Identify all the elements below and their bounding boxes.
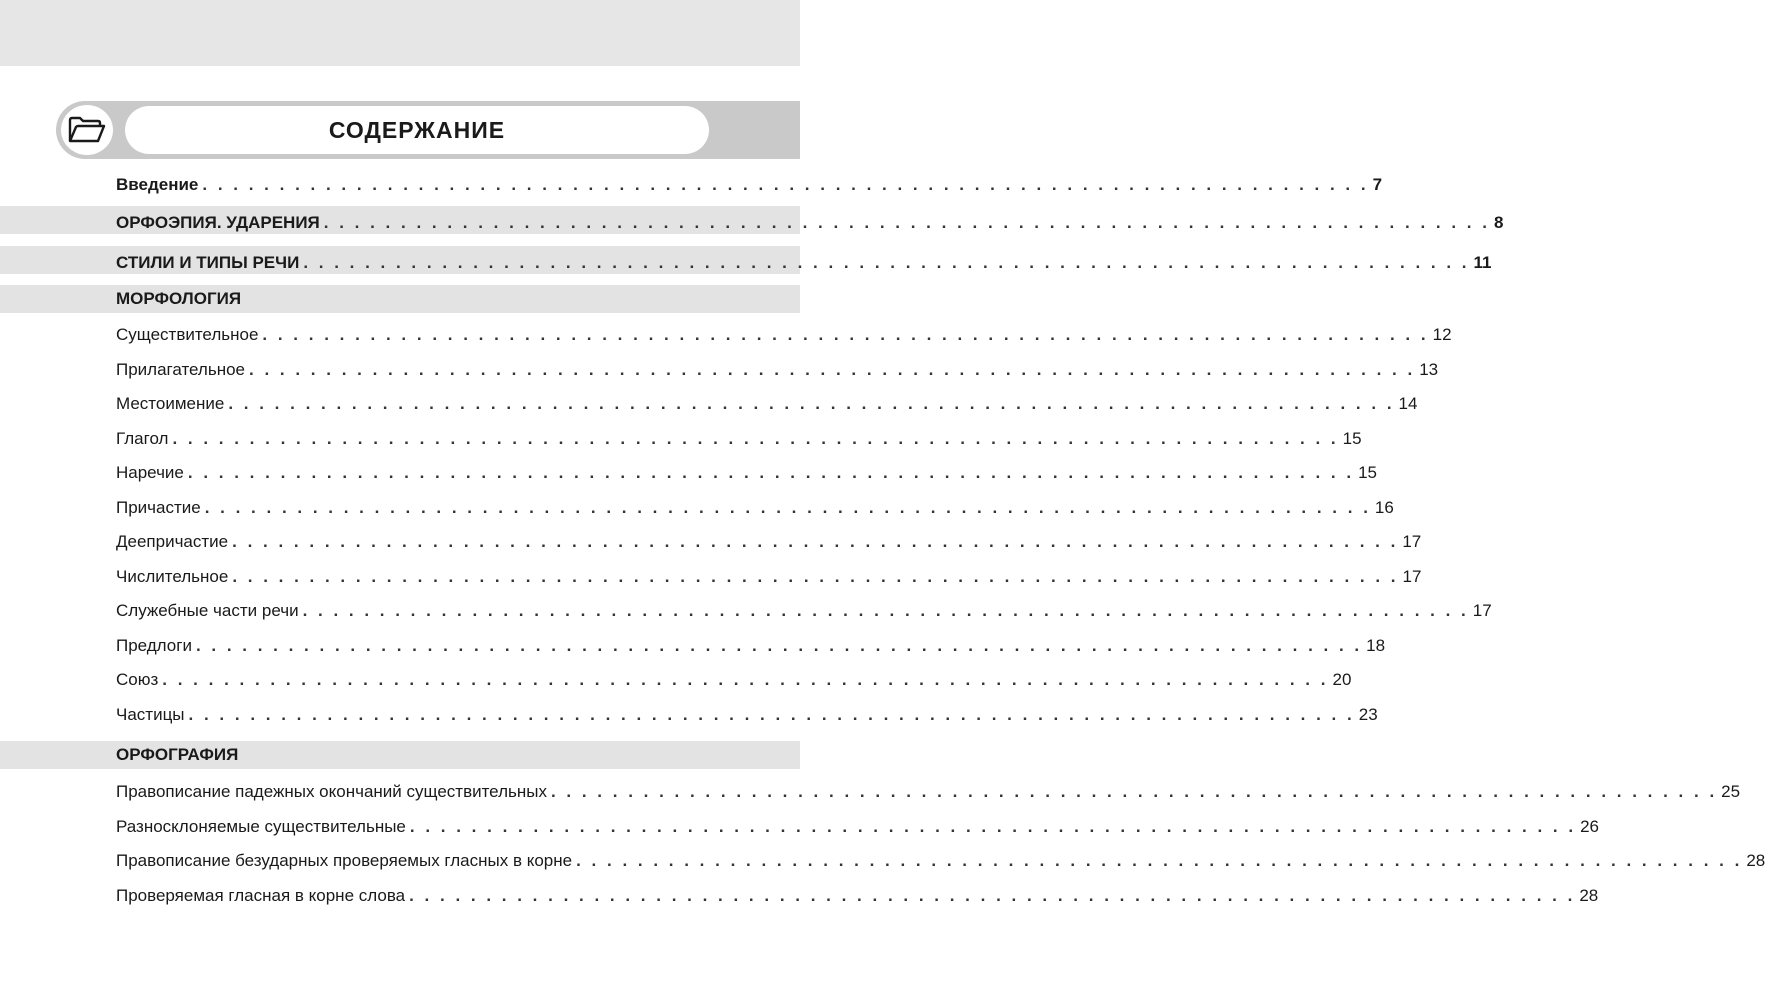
- toc-entry[interactable]: [116, 453, 1378, 483]
- page-title: СОДЕРЖАНИЕ: [328, 116, 506, 143]
- toc-entry-page: 20: [1332, 670, 1352, 689]
- dot-leader: . . . . . . . . . . . . . . . . . . . . . . . . . . . . . . . . . . . . . . . . . . . . . . . . . . . . . . . . . . . . . . . . . . . . . . . . . . . .: [302, 601, 1469, 620]
- toc-entry-intro[interactable]: [116, 165, 1383, 195]
- toc-entry[interactable]: [116, 807, 1600, 837]
- toc-entry[interactable]: [116, 591, 1492, 621]
- toc-entry-styles[interactable]: [116, 243, 1492, 273]
- toc-entry-label: Введение: [116, 175, 199, 194]
- dot-leader: . . . . . . . . . . . . . . . . . . . . . . . . . . . . . . . . . . . . . . . . . . . . . . . . . . . . . . . . . . . . . . . . . . . . . . . . . . . .: [249, 360, 1416, 379]
- toc-entry-page: 13: [1419, 360, 1439, 379]
- toc-entry-label: Причастие: [116, 498, 201, 517]
- dot-leader: . . . . . . . . . . . . . . . . . . . . . . . . . . . . . . . . . . . . . . . . . . . . . . . . . . . . . . . . . . . . . . . . . . . . . . . . . . . .: [550, 782, 1718, 801]
- toc-entry-page: 26: [1580, 817, 1600, 836]
- toc-entry[interactable]: [116, 384, 1418, 414]
- toc-entry[interactable]: [116, 522, 1422, 552]
- toc-entry-page: 23: [1358, 705, 1378, 724]
- dot-leader: . . . . . . . . . . . . . . . . . . . . . . . . . . . . . . . . . . . . . . . . . . . . . . . . . . . . . . . . . . . . . . . . . . . . . . . . . . . .: [204, 498, 1371, 517]
- toc-entry-label: Местоимение: [116, 394, 225, 413]
- toc-entry-page: 15: [1358, 463, 1378, 482]
- toc-entry-page: 17: [1402, 532, 1422, 551]
- dot-leader: . . . . . . . . . . . . . . . . . . . . . . . . . . . . . . . . . . . . . . . . . . . . . . . . . . . . . . . . . . . . . . . . . . . . . . . . . . . .: [188, 705, 1355, 724]
- toc-entry-label: Предлоги: [116, 636, 192, 655]
- toc-entry-page: 28: [1746, 851, 1765, 870]
- toc-entry-label: Числительное: [116, 567, 229, 586]
- toc-entry-label: Правописание падежных окончаний существительных: [116, 782, 547, 801]
- dot-leader: . . . . . . . . . . . . . . . . . . . . . . . . . . . . . . . . . . . . . . . . . . . . . . . . . . . . . . . . . . . . . . . . . . . . . . . . . . . .: [195, 636, 1363, 655]
- toc-entry-page: 12: [1432, 325, 1452, 344]
- toc-entry-label: Союз: [116, 670, 159, 689]
- toc-entry-orthoepy[interactable]: [116, 203, 1504, 233]
- toc-entry-label: СТИЛИ И ТИПЫ РЕЧИ: [116, 253, 300, 272]
- toc-entry[interactable]: [116, 626, 1386, 656]
- toc-entry-label: Наречие: [116, 463, 184, 482]
- dot-leader: . . . . . . . . . . . . . . . . . . . . . . . . . . . . . . . . . . . . . . . . . . . . . . . . . . . . . . . . . . . . . . . . . . . . . . . . . . . .: [172, 429, 1339, 448]
- toc-entry[interactable]: [116, 876, 1599, 906]
- toc-entry[interactable]: [116, 315, 1452, 345]
- dot-leader: . . . . . . . . . . . . . . . . . . . . . . . . . . . . . . . . . . . . . . . . . . . . . . . . . . . . . . . . . . . . . . . . . . . . . . . . . . . .: [303, 253, 1470, 272]
- toc-entry-page: 18: [1366, 636, 1386, 655]
- toc-entry-page: 17: [1402, 567, 1422, 586]
- dot-leader: . . . . . . . . . . . . . . . . . . . . . . . . . . . . . . . . . . . . . . . . . . . . . . . . . . . . . . . . . . . . . . . . . . . . . . . . . . . .: [187, 463, 1355, 482]
- dot-leader: . . . . . . . . . . . . . . . . . . . . . . . . . . . . . . . . . . . . . . . . . . . . . . . . . . . . . . . . . . . . . . . . . . . . . . . . . . . .: [262, 325, 1429, 344]
- dot-leader: . . . . . . . . . . . . . . . . . . . . . . . . . . . . . . . . . . . . . . . . . . . . . . . . . . . . . . . . . . . . . . . . . . . . . . . . . . . .: [202, 175, 1369, 194]
- toc-entry-page: 15: [1342, 429, 1362, 448]
- toc-entry-label: Правописание безударных проверяемых гласных в корне: [116, 851, 573, 870]
- toc-entry[interactable]: [116, 841, 1765, 871]
- dot-leader: . . . . . . . . . . . . . . . . . . . . . . . . . . . . . . . . . . . . . . . . . . . . . . . . . . . . . . . . . . . . . . . . . . . . . . . . . . . .: [232, 567, 1399, 586]
- toc-entry-page: 8: [1493, 213, 1504, 232]
- toc-entry-page: 11: [1473, 253, 1492, 272]
- toc-entry[interactable]: [116, 350, 1439, 380]
- toc-entry-label: Глагол: [116, 429, 169, 448]
- toc-entry-page: 17: [1472, 601, 1492, 620]
- dot-leader: . . . . . . . . . . . . . . . . . . . . . . . . . . . . . . . . . . . . . . . . . . . . . . . . . . . . . . . . . . . . . . . . . . . . . . . . . . . .: [409, 886, 1576, 905]
- toc-entry-page: 14: [1398, 394, 1418, 413]
- section-heading-orthography: ОРФОГРАФИЯ: [116, 745, 239, 764]
- dot-leader: . . . . . . . . . . . . . . . . . . . . . . . . . . . . . . . . . . . . . . . . . . . . . . . . . . . . . . . . . . . . . . . . . . . . . . . . . . . .: [409, 817, 1577, 836]
- toc-entry-page: 16: [1374, 498, 1394, 517]
- toc-entry-page: 25: [1721, 782, 1741, 801]
- toc-entry-page: 7: [1372, 175, 1383, 194]
- toc-entry[interactable]: [116, 772, 1741, 802]
- dot-leader: . . . . . . . . . . . . . . . . . . . . . . . . . . . . . . . . . . . . . . . . . . . . . . . . . . . . . . . . . . . . . . . . . . . . . . . . . . . .: [162, 670, 1329, 689]
- toc-entry-page: 28: [1579, 886, 1599, 905]
- toc-entry[interactable]: [116, 660, 1352, 690]
- toc-entry[interactable]: [116, 419, 1362, 449]
- section-heading-morphology: МОРФОЛОГИЯ: [116, 289, 242, 308]
- toc-entry-label: ОРФОЭПИЯ. УДАРЕНИЯ: [116, 213, 320, 232]
- toc-entry-label: Проверяемая гласная в корне слова: [116, 886, 406, 905]
- toc-entry-label: Деепричастие: [116, 532, 229, 551]
- dot-leader: . . . . . . . . . . . . . . . . . . . . . . . . . . . . . . . . . . . . . . . . . . . . . . . . . . . . . . . . . . . . . . . . . . . . . . . . . . . .: [323, 213, 1490, 232]
- dot-leader: . . . . . . . . . . . . . . . . . . . . . . . . . . . . . . . . . . . . . . . . . . . . . . . . . . . . . . . . . . . . . . . . . . . . . . . . . . . .: [232, 532, 1399, 551]
- toc-entry[interactable]: [116, 695, 1378, 725]
- toc-entry-label: Частицы: [116, 705, 185, 724]
- dot-leader: . . . . . . . . . . . . . . . . . . . . . . . . . . . . . . . . . . . . . . . . . . . . . . . . . . . . . . . . . . . . . . . . . . . . . . . . . . . .: [576, 851, 1743, 870]
- toc-entry-label: Разносклоняемые существительные: [116, 817, 406, 836]
- toc-entry-label: Существительное: [116, 325, 259, 344]
- toc-entry-label: Прилагательное: [116, 360, 246, 379]
- toc-entry[interactable]: [116, 557, 1422, 587]
- dot-leader: . . . . . . . . . . . . . . . . . . . . . . . . . . . . . . . . . . . . . . . . . . . . . . . . . . . . . . . . . . . . . . . . . . . . . . . . . . . .: [228, 394, 1395, 413]
- toc-entry[interactable]: [116, 488, 1394, 518]
- toc-entry-label: Служебные части речи: [116, 601, 299, 620]
